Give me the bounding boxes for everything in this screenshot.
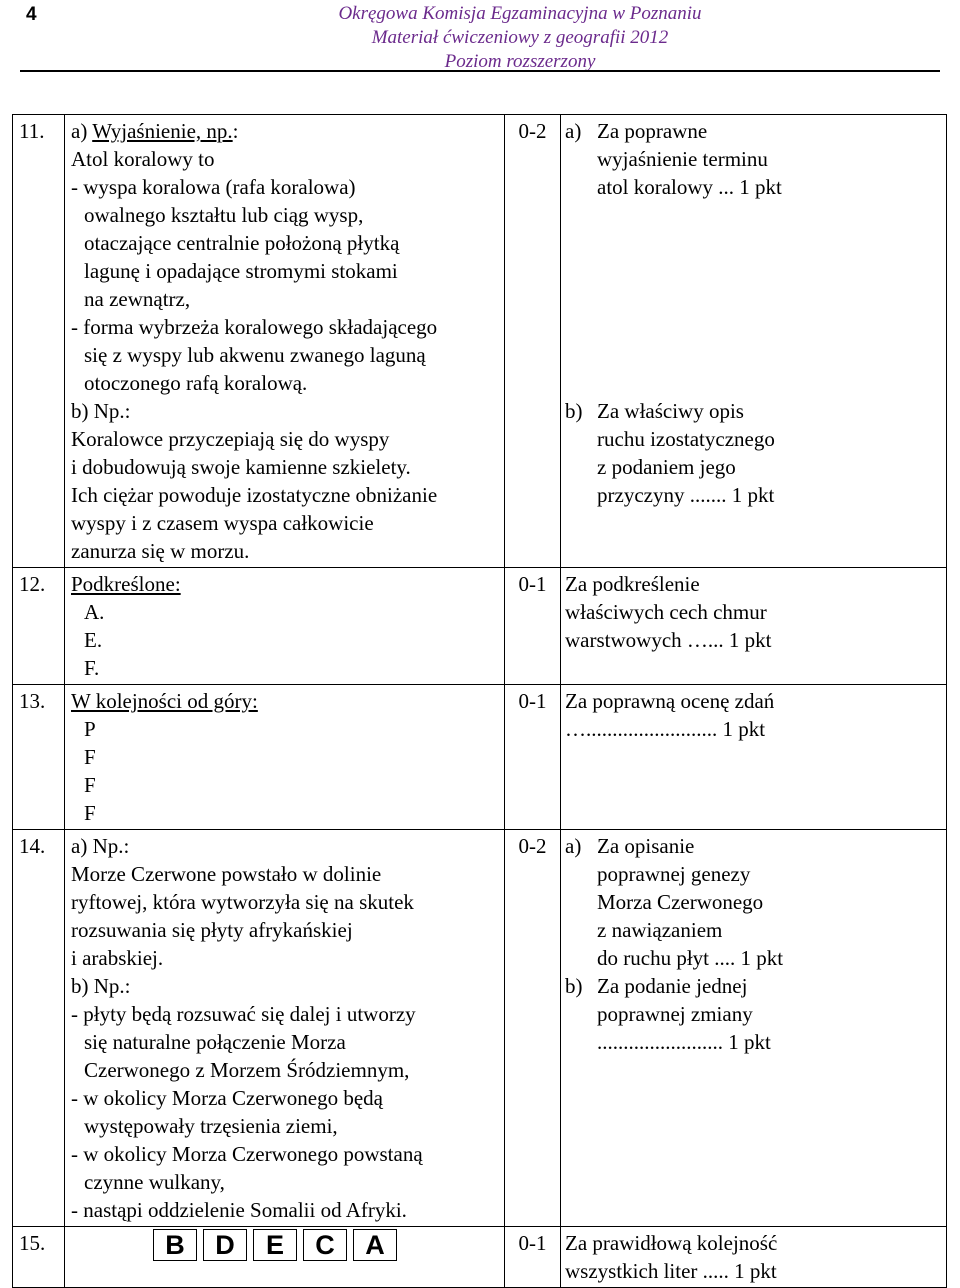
points: 0-2	[505, 830, 561, 1227]
answer-item: E.	[84, 628, 103, 652]
criterion-line: ruchu izostatycznego	[597, 427, 775, 451]
question-number: 13.	[13, 685, 65, 830]
model-answer	[65, 830, 505, 1227]
answer-line: się naturalne połączenie Morza	[84, 1030, 346, 1054]
answer-line: występowały trzęsienia ziemi,	[84, 1114, 338, 1138]
criterion-line: Morza Czerwonego	[597, 890, 764, 914]
scoring-criteria	[561, 685, 947, 830]
letter-box: E	[253, 1229, 297, 1261]
criterion-line: przyczyny ....... 1 pkt	[597, 483, 775, 507]
answer-line: ryftowej, która wytworzyła się na skutek	[71, 890, 414, 914]
points: 0-1	[505, 568, 561, 685]
page-header	[190, 2, 850, 74]
answer-line: b) Np.:	[71, 974, 131, 998]
letter-box: B	[153, 1229, 197, 1261]
criterion-line: Za opisanie	[597, 834, 695, 858]
answer-line: zanurza się w morzu.	[71, 539, 250, 563]
answer-line: i dobudowują swoje kamienne szkielety.	[71, 455, 411, 479]
criterion-line: warstwowych …... 1 pkt	[565, 628, 772, 652]
answer-line: i arabskiej.	[71, 946, 164, 970]
criterion-line: poprawnej zmiany	[597, 1002, 753, 1026]
criterion-b: b) Za podanie jednej poprawnej zmiany ........................ 1 pkt	[565, 972, 946, 1056]
answer-line: - wyspa koralowa (rafa koralowa)	[71, 175, 356, 199]
answer-item: F	[84, 773, 96, 797]
answer-item: A.	[84, 600, 105, 624]
criterion-line: Za podanie jednej	[597, 974, 748, 998]
letter-box: D	[203, 1229, 247, 1261]
answer-line: lagunę i opadające stromymi stokami	[84, 259, 398, 283]
answer-line: - w okolicy Morza Czerwonego powstaną	[71, 1142, 423, 1166]
model-answer	[65, 1227, 505, 1288]
letter-sequence	[71, 1229, 504, 1261]
scoring-criteria	[561, 1227, 947, 1288]
model-answer	[65, 115, 505, 568]
criterion-line: Za właściwy opis	[597, 399, 744, 423]
underlined-label: Wyjaśnienie, np.	[92, 119, 233, 143]
answer-line: się z wyspy lub akwenu zwanego laguną	[84, 343, 426, 367]
answer-line: Atol koralowy to	[71, 147, 215, 171]
criterion-b: b) Za właściwy opis ruchu izostatycznego z podaniem jego przyczyny ....... 1 pkt	[565, 397, 946, 509]
scoring-criteria	[561, 568, 947, 685]
points: 0-1	[505, 685, 561, 830]
answer-lines	[71, 145, 504, 565]
header-rule	[20, 70, 940, 72]
question-number: 15.	[13, 1227, 65, 1288]
points: 0-2	[505, 115, 561, 568]
criterion-line: do ruchu płyt .... 1 pkt	[597, 946, 784, 970]
header-line-1: Okręgowa Komisja Egzaminacyjna w Poznaniu	[338, 3, 702, 24]
question-number: 14.	[13, 830, 65, 1227]
criterion-line: Za poprawne	[597, 119, 708, 143]
criterion-line: …......................... 1 pkt	[565, 717, 766, 741]
answer-heading: Podkreślone:	[71, 572, 181, 596]
answer-line: otoczonego rafą koralową.	[84, 371, 308, 395]
criterion-line: wyjaśnienie terminu	[597, 147, 768, 171]
answer-item: F.	[84, 656, 100, 680]
answer-line: a) Np.:	[71, 834, 130, 858]
answer-line: wyspy i z czasem wyspa całkowicie	[71, 511, 374, 535]
answer-line: czynne wulkany,	[84, 1170, 225, 1194]
page-number: 4	[26, 4, 37, 25]
model-answer	[65, 685, 505, 830]
table-row	[13, 685, 947, 830]
criterion-line: Za podkreślenie	[565, 572, 700, 596]
answer-line: na zewnątrz,	[84, 287, 191, 311]
letter-box: A	[353, 1229, 397, 1261]
criterion-line: poprawnej genezy	[597, 862, 751, 886]
criterion-line: Za prawidłową kolejność	[565, 1231, 778, 1255]
scoring-criteria	[561, 115, 947, 568]
criterion-line: z podaniem jego	[597, 455, 736, 479]
answer-line: Morze Czerwone powstało w dolinie	[71, 862, 382, 886]
criterion-line: Za poprawną ocenę zdań	[565, 689, 775, 713]
header-line-2: Materiał ćwiczeniowy z geografii 2012	[371, 27, 669, 48]
answer-line: rozsuwania się płyty afrykańskiej	[71, 918, 353, 942]
table-row	[13, 1227, 947, 1288]
table-row	[13, 830, 947, 1227]
answer-key-table	[12, 114, 947, 1288]
criterion-line: wszystkich liter ..... 1 pkt	[565, 1259, 777, 1283]
criterion-line: z nawiązaniem	[597, 918, 723, 942]
answer-line: Czerwonego z Morzem Śródziemnym,	[84, 1058, 410, 1082]
question-number: 12.	[13, 568, 65, 685]
criterion-a: a) Za poprawne wyjaśnienie terminu atol koralowy ... 1 pkt	[565, 117, 946, 201]
answer-line: Ich ciężar powoduje izostatyczne obniżanie	[71, 483, 438, 507]
answer-line: - płyty będą rozsuwać się dalej i utworzy	[71, 1002, 416, 1026]
criterion-a: a) Za opisanie poprawnej genezy Morza Czerwonego z nawiązaniem do ruchu płyt .... 1 pkt	[565, 832, 946, 972]
model-answer	[65, 568, 505, 685]
header-line-3: Poziom rozszerzony	[444, 51, 596, 72]
criterion-line: właściwych cech chmur	[565, 600, 767, 624]
table-row	[13, 568, 947, 685]
points: 0-1	[505, 1227, 561, 1288]
answer-item: F	[84, 745, 96, 769]
letter-box: C	[303, 1229, 347, 1261]
answer-item: F	[84, 801, 96, 825]
scoring-criteria	[561, 830, 947, 1227]
answer-line: - nastąpi oddzielenie Somalii od Afryki.	[71, 1198, 407, 1222]
answer-heading: W kolejności od góry:	[71, 689, 258, 713]
answer-line: - forma wybrzeża koralowego składającego	[71, 315, 438, 339]
answer-item: P	[84, 717, 96, 741]
criterion-line: ........................ 1 pkt	[597, 1030, 771, 1054]
criterion-line: atol koralowy ... 1 pkt	[597, 175, 782, 199]
answer-line: Koralowce przyczepiają się do wyspy	[71, 427, 390, 451]
answer-line: otaczające centralnie położoną płytką	[84, 231, 400, 255]
answer-line: a) Wyjaśnienie, np.:	[71, 119, 239, 143]
question-number: 11.	[13, 115, 65, 568]
answer-line: b) Np.:	[71, 399, 131, 423]
answer-line: owalnego kształtu lub ciąg wysp,	[84, 203, 364, 227]
table-row	[13, 115, 947, 568]
answer-line: - w okolicy Morza Czerwonego będą	[71, 1086, 383, 1110]
